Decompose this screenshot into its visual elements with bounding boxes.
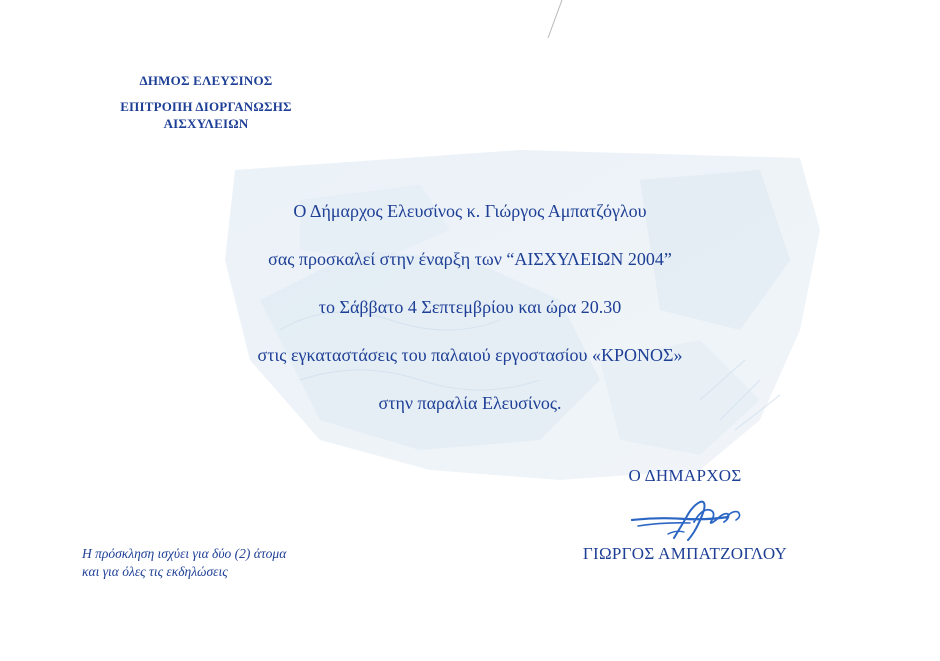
invitation-line-location: στην παραλία Ελευσίνος.: [378, 393, 562, 413]
invitation-line-host: Ο Δήμαρχος Ελευσίνος κ. Γιώργος Αμπατζόγλου: [293, 201, 647, 221]
validity-note-line-2: και για όλες τις εκδηλώσεις: [82, 564, 228, 579]
invitation-line-event: σας προσκαλεί στην έναρξη των “ΑΙΣΧΥΛΕΙΩΝ 2004”: [268, 249, 672, 269]
validity-note-line-1: Η πρόσκληση ισχύει για δύο (2) άτομα: [82, 546, 287, 561]
committee-name-line-2: ΑΙΣΧΥΛΕΙΩΝ: [163, 116, 249, 131]
municipality-name: ΔΗΜΟΣ ΕΛΕΥΣΙΝΟΣ: [139, 73, 273, 88]
invitation-line-venue: στις εγκαταστάσεις του παλαιού εργοστασίου «ΚΡΟΝΟΣ»: [257, 345, 683, 365]
organizer-header: [80, 72, 332, 132]
committee-name-line-1: ΕΠΙΤΡΟΠΗ ΔΙΟΡΓΑΝΩΣΗΣ: [120, 99, 292, 114]
invitation-line-date-time: το Σάββατο 4 Σεπτεμβρίου και ώρα 20.30: [318, 297, 622, 317]
signatory-name: ΓΙΩΡΓΟΣ ΑΜΠΑΤΖΟΓΛΟΥ: [582, 544, 788, 563]
invitation-text: [185, 196, 755, 436]
validity-note: [82, 545, 412, 581]
signatory-title: Ο ΔΗΜΑΡΧΟΣ: [628, 466, 742, 485]
handwritten-signature: [628, 498, 758, 546]
